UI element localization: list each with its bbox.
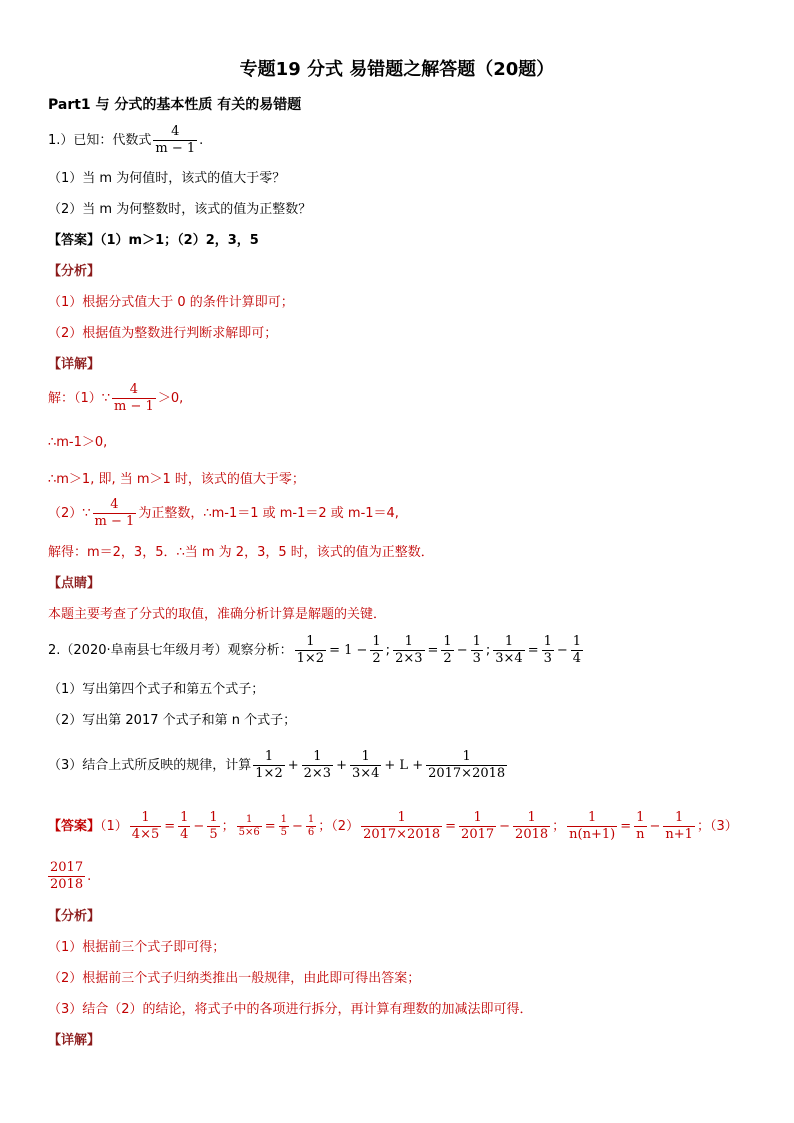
q1-solution-fraction-2: $\frac{4}{m - 1}$	[94, 497, 135, 529]
q2-sum-term-3: $\frac{1}{3\times 4}$	[351, 749, 380, 781]
q2-analysis-label: 【分析】	[48, 909, 101, 924]
q2-answer: 【答案】（1） $\frac{1}{4\times 5}$ = $\frac{1}{4}$ − $\frac{1}{5}$ ； $\frac{1}{5\times 6}$ = $\frac{1}{5}$ − $\frac{1}{6}$ ；（2） $\frac{1}{2017\times 2018}$ = $\frac{1}{2017}$ − $\frac{1}{2018}$ ； $\frac{1}{n(n+1)}$ = $\frac{1}{n}$ − $\frac{1}{n+1}$ ；（3）	[48, 810, 738, 842]
q2-detail-label: 【详解】	[48, 1033, 101, 1048]
q1-sub1: （1）当 m 为何值时，该式的值大于零？	[48, 171, 286, 186]
q1-analysis-2: （2）根据值为整数进行判断求解即可；	[48, 326, 278, 341]
q1-stem-fraction: $\frac{4}{m - 1}$	[155, 124, 196, 156]
q2-analysis-1: （1）根据前三个式子即可得；	[48, 940, 226, 955]
q2-answer-final: $\frac{2017}{2018}$ .	[50, 860, 92, 892]
q2-sub1: （1）写出第四个式子和第五个式子；	[48, 682, 265, 697]
q1-comment-label: 【点睛】	[48, 576, 101, 591]
q1-solution-3: ∴m＞1, 即, 当 m＞1 时，该式的值大于零；	[48, 472, 305, 487]
q1-analysis-1: （1）根据分式值大于 0 的条件计算即可；	[48, 295, 294, 310]
q2-analysis-2: （2）根据前三个式子归纳类推出一般规律，由此即可得出答案；	[48, 971, 421, 986]
q2-analysis-3: （3）结合（2）的结论，将式子中的各项进行拆分，再计算有理数的加减法即可得．	[48, 1002, 533, 1017]
q1-analysis-label: 【分析】	[48, 264, 101, 279]
q1-stem-prefix: 1.）已知：代数式	[48, 133, 152, 148]
q2-fraction-2: $\frac{1}{2\times 3}$	[395, 634, 423, 666]
q2-sum-term-last: $\frac{1}{2017\times 2018}$	[428, 749, 506, 781]
q1-comment: 本题主要考查了分式的取值，准确分析计算是解题的关键．	[48, 607, 387, 622]
q1-sub2: （2）当 m 为何整数时，该式的值为正整数？	[48, 202, 312, 217]
q2-stem: 2.（2020·阜南县七年级月考）观察分析： $\frac{1}{1\times 2}$ = 1 − $\frac{1}{2}$ ; $\frac{1}{2\times 3}$ = $\frac{1}{2}$ − $\frac{1}{3}$ ; $\frac{1}{3\times 4}$ = $\frac{1}{3}$ − $\frac{1}{4}$	[48, 634, 582, 666]
part-heading: Part1 与 分式的基本性质 有关的易错题	[48, 97, 302, 113]
q1-stem: 1.）已知：代数式 $\frac{4}{m - 1}$ .	[48, 124, 204, 156]
q1-detail-label: 【详解】	[48, 357, 101, 372]
q1-solution-2: ∴m-1＞0,	[48, 435, 108, 450]
q2-fraction-1: $\frac{1}{1\times 2}$	[296, 634, 325, 666]
q2-stem-prefix: 2.（2020·阜南县七年级月考）观察分析：	[48, 643, 293, 658]
q2-fraction-3: $\frac{1}{3\times 4}$	[495, 634, 523, 666]
q1-solution-fraction: $\frac{4}{m - 1}$	[114, 382, 154, 414]
q1-solution-5: 解得：m＝2，3，5．∴当 m 为 2，3，5 时，该式的值为正整数．	[48, 545, 434, 560]
q2-sub3: （3）结合上式所反映的规律，计算 $\frac{1}{1\times 2}$ + $\frac{1}{2\times 3}$ + $\frac{1}{3\times 4}$ + L + $\frac{1}{2017\times 2018}$	[48, 749, 506, 781]
q2-sum-term-2: $\frac{1}{2\times 3}$	[303, 749, 332, 781]
page-title: 专题19 分式 易错题之解答题（20题）	[239, 59, 555, 80]
q2-sub2: （2）写出第 2017 个式子和第 n 个式子；	[48, 713, 297, 728]
q2-sum-term-1: $\frac{1}{1\times 2}$	[255, 749, 283, 781]
q1-solution-4: （2）∵ $\frac{4}{m - 1}$ 为正整数，∴m-1＝1 或 m-1＝2 或 m-1＝4,	[48, 497, 399, 529]
q1-answer: 【答案】（1）m＞1；（2）2，3，5	[48, 233, 259, 248]
q1-solution-1: 解：（1）∵ $\frac{4}{m - 1}$ ＞0,	[48, 382, 184, 414]
